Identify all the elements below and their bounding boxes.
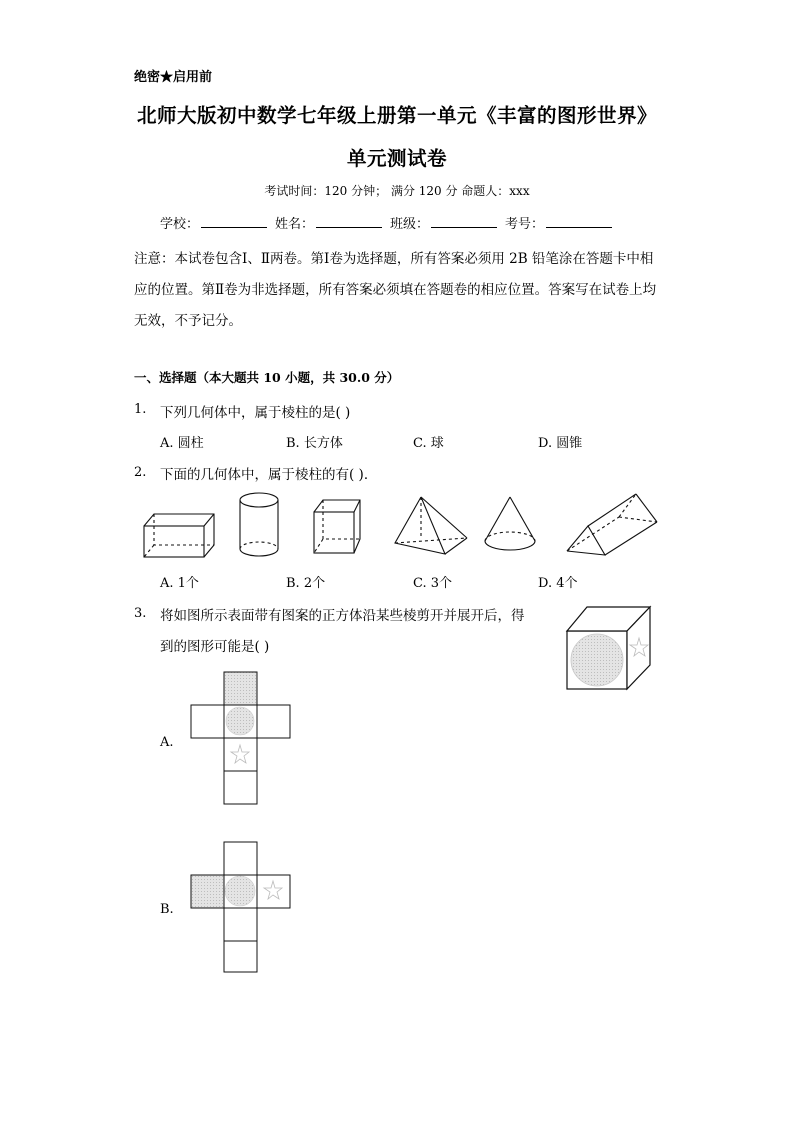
q1-option-d[interactable]: D. 圆锥	[538, 436, 583, 451]
page-title: 北师大版初中数学七年级上册第一单元《丰富的图形世界》	[136, 104, 657, 127]
q2-option-d[interactable]: D. 4个	[538, 576, 578, 591]
circle-pattern-icon	[571, 634, 623, 686]
name-field-label: 姓名：	[275, 217, 315, 232]
q1-option-a[interactable]: A. 圆柱	[160, 436, 204, 451]
q3-number: 3.	[134, 606, 147, 621]
net-option-b	[191, 842, 290, 972]
notice-text: 注意：本试卷包含Ⅰ、Ⅱ两卷。第Ⅰ卷为选择题，所有答案必须用 2B 铅笔涂在答题卡中相应的位置。第Ⅱ卷为非选择题，所有答案必须填在答题卷的相应位置。答案写在试卷上均无效，不予记分。	[134, 251, 657, 329]
q1-option-c[interactable]: C. 球	[413, 436, 444, 451]
circle-pattern-icon	[225, 876, 255, 906]
q1-text: 下列几何体中，属于棱柱的是( )	[160, 405, 351, 421]
id-field-label: 考号：	[505, 217, 545, 232]
exam-info: 考试时间：120 分钟； 满分 120 分 命题人：xxx	[264, 184, 530, 198]
q1-option-b[interactable]: B. 长方体	[286, 436, 343, 451]
patterned-cube-figure	[567, 607, 650, 689]
q1-number: 1.	[134, 402, 147, 417]
q2-option-b[interactable]: B. 2个	[286, 576, 326, 591]
secret-label: 绝密★启用前	[134, 70, 213, 85]
q3-option-a[interactable]: A.	[160, 735, 174, 750]
q2-number: 2.	[134, 465, 147, 480]
q3-text-line2: 到的图形可能是( )	[160, 639, 270, 655]
q3-text-line1: 将如图所示表面带有图案的正方体沿某些棱剪开并展开后，得	[160, 608, 525, 624]
q2-option-a[interactable]: A. 1个	[160, 576, 199, 591]
q3-option-b[interactable]: B.	[160, 902, 174, 917]
net-option-a	[191, 672, 290, 804]
q2-option-c[interactable]: C. 3个	[413, 576, 453, 591]
q2-text: 下面的几何体中，属于棱柱的有( )．	[160, 467, 378, 483]
class-field-label: 班级：	[390, 217, 430, 232]
section-title: 一、选择题（本大题共 10 小题，共 30.0 分）	[134, 370, 400, 385]
page-subtitle: 单元测试卷	[346, 147, 447, 170]
school-field-label: 学校：	[160, 217, 200, 232]
circle-pattern-icon	[226, 707, 254, 735]
